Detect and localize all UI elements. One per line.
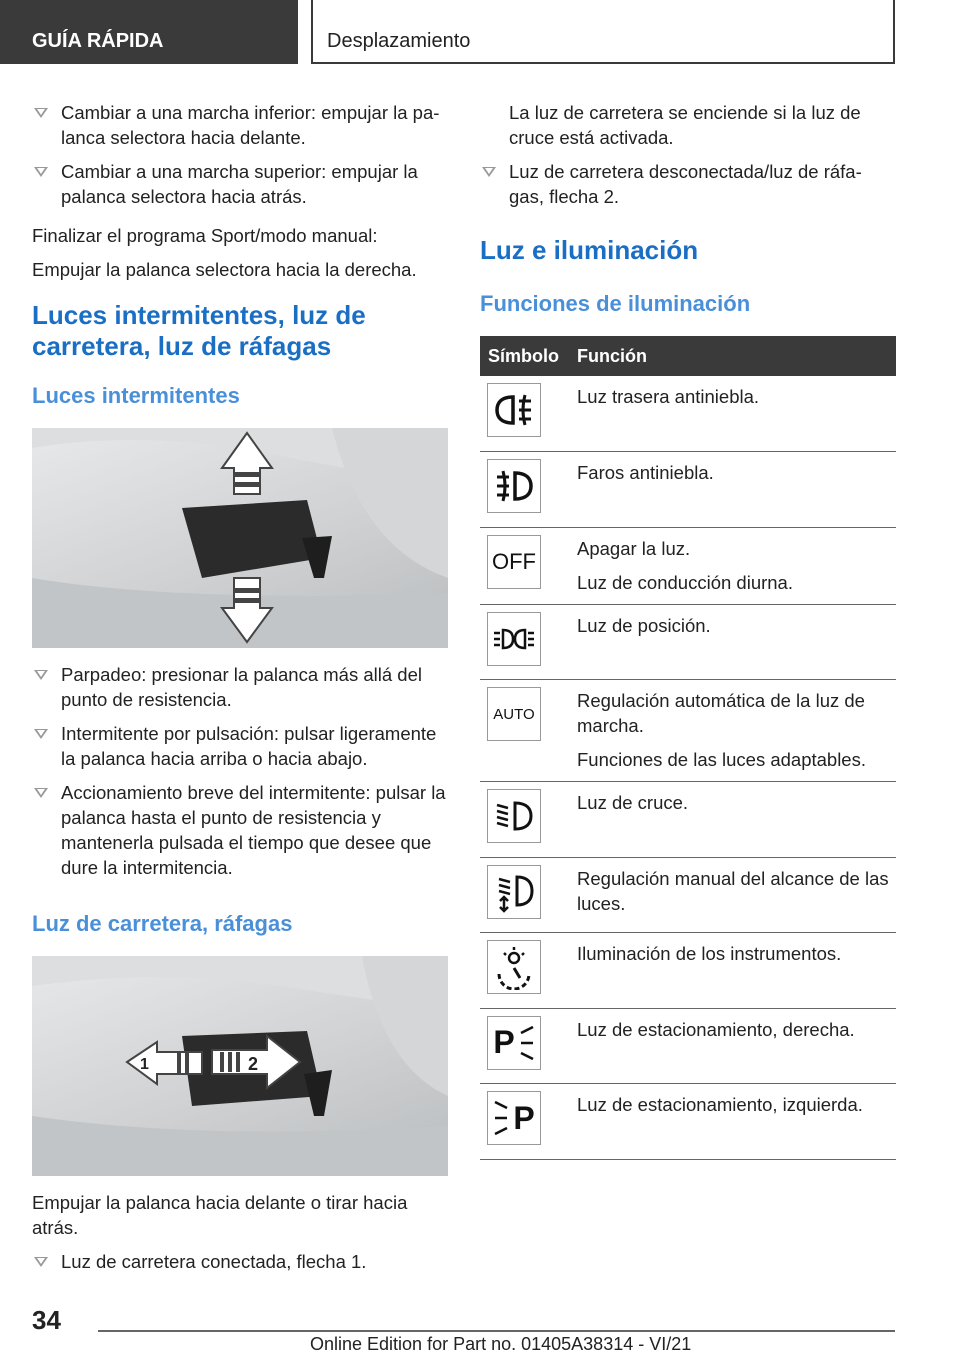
rear-fog-light-icon xyxy=(487,383,541,437)
position-light-icon xyxy=(487,612,541,666)
parking-light-right-icon xyxy=(487,1016,541,1070)
bullet-triangle-icon xyxy=(34,1257,48,1267)
paragraph: La luz de carretera se enciende si la luz de cruce está activada. xyxy=(509,102,861,148)
subheading-lighting-functions: Funciones de iluminación xyxy=(480,291,751,316)
right-column xyxy=(480,100,896,1160)
list-item xyxy=(32,662,448,712)
row-text: Regulación manual del alcance de las luces. xyxy=(577,867,889,914)
paragraph: Empujar la palanca hacia delante o tirar hacia atrás. xyxy=(32,1192,408,1238)
table-row xyxy=(480,933,896,1009)
header-section-tab xyxy=(0,0,298,64)
table-row xyxy=(480,782,896,858)
off-icon xyxy=(487,535,541,589)
low-beam-icon xyxy=(487,789,541,843)
heading-lighting: Luz e iluminación xyxy=(480,235,699,265)
row-text: Luz trasera antiniebla. xyxy=(577,386,760,407)
list-item-text: Cambiar a una marcha inferior: empujar la pa‐ lanca selectora hacia delante. xyxy=(61,102,440,148)
row-text: Faros antiniebla. xyxy=(577,462,714,483)
auto-icon xyxy=(487,687,541,741)
footer-divider xyxy=(98,1330,895,1332)
list-item xyxy=(32,780,448,880)
subheading-turn-signals: Luces intermitentes xyxy=(32,383,240,408)
high-beam-lever-photo xyxy=(32,956,448,1176)
row-text: Luz de estacionamiento, derecha. xyxy=(577,1018,855,1040)
list-item xyxy=(32,721,448,771)
list-item-text: Cambiar a una marcha superior: empujar la palanca selectora hacia atrás. xyxy=(61,161,418,207)
header-chapter-label: Desplazamiento xyxy=(327,30,471,52)
front-fog-light-icon xyxy=(487,459,541,513)
list-item xyxy=(480,159,896,209)
table-row xyxy=(480,1008,896,1084)
header-chapter-tab xyxy=(311,0,895,64)
row-text: Iluminación de los instrumentos. xyxy=(577,943,842,964)
row-text: Apagar la luz. xyxy=(577,537,691,559)
headlight-range-icon xyxy=(487,865,541,919)
subheading-high-beam: Luz de carretera, ráfagas xyxy=(32,911,293,936)
table-row xyxy=(480,1084,896,1160)
row-text: Luz de cruce. xyxy=(577,792,689,813)
table-row xyxy=(480,527,896,604)
bullet-triangle-icon xyxy=(34,729,48,739)
lighting-symbols-table xyxy=(480,336,896,1160)
instrument-lighting-icon xyxy=(487,940,541,994)
bullet-triangle-icon xyxy=(34,108,48,118)
bullet-triangle-icon xyxy=(34,670,48,680)
list-item xyxy=(32,100,448,150)
page-number: 34 xyxy=(32,1305,61,1335)
left-column xyxy=(32,100,448,1283)
table-row xyxy=(480,857,896,933)
list-item xyxy=(32,1249,448,1274)
table-row xyxy=(480,376,896,452)
row-text: Luz de estacionamiento, izquierda. xyxy=(577,1094,863,1115)
auto-icon-text: AUTO xyxy=(493,705,535,723)
off-icon-text: OFF xyxy=(492,549,536,574)
footer-edition: Online Edition for Part no. 01405A38314 - VI/21 xyxy=(310,1334,692,1354)
bullet-triangle-icon xyxy=(482,167,496,177)
parking-left-letter: P xyxy=(513,1099,535,1136)
row-text: Luz de conducción diurna. xyxy=(577,571,793,593)
row-text: Funciones de las luces adaptables. xyxy=(577,749,866,770)
list-item-text: Luz de carretera conectada, flecha 1. xyxy=(61,1251,367,1272)
table-row xyxy=(480,604,896,680)
row-text: Regulación automática de la luz de marcha. xyxy=(577,690,865,736)
table-row xyxy=(480,452,896,528)
arrow-1-label: 1 xyxy=(140,1056,149,1073)
column-header-symbol: Símbolo xyxy=(480,336,570,376)
heading-turn-signals: Luces intermitentes, luz de carretera, luz de ráfagas xyxy=(32,300,366,361)
table-header-row xyxy=(480,336,896,376)
table-row xyxy=(480,680,896,782)
paragraph: Finalizar el programa Sport/modo manual: xyxy=(32,225,378,246)
list-item-text: Intermitente por pulsación: pulsar ligeramente la palanca hacia arriba o hacia abajo. xyxy=(61,723,437,769)
list-item-text: Accionamiento breve del intermitente: pulsar la palanca hasta el punto de resistencia y mantenerla pulsada el tiempo que desee que dure la intermitencia. xyxy=(61,782,446,878)
paragraph: Empujar la palanca selectora hacia la derecha. xyxy=(32,259,417,280)
row-text: Luz de posición. xyxy=(577,614,711,636)
turn-signal-lever-photo xyxy=(32,428,448,648)
arrow-2-label: 2 xyxy=(248,1054,259,1074)
list-item-text: Parpadeo: presionar la palanca más allá del punto de resistencia. xyxy=(61,664,422,710)
parking-right-letter: P xyxy=(493,1024,515,1060)
parking-light-left-icon xyxy=(487,1091,541,1145)
bullet-triangle-icon xyxy=(34,788,48,798)
list-item-text: Luz de carretera desconectada/luz de ráfa‐ gas, flecha 2. xyxy=(509,161,862,207)
column-header-function: Función xyxy=(570,336,896,376)
header-section-label: GUÍA RÁPIDA xyxy=(32,30,164,52)
list-item xyxy=(32,159,448,209)
bullet-triangle-icon xyxy=(34,167,48,177)
